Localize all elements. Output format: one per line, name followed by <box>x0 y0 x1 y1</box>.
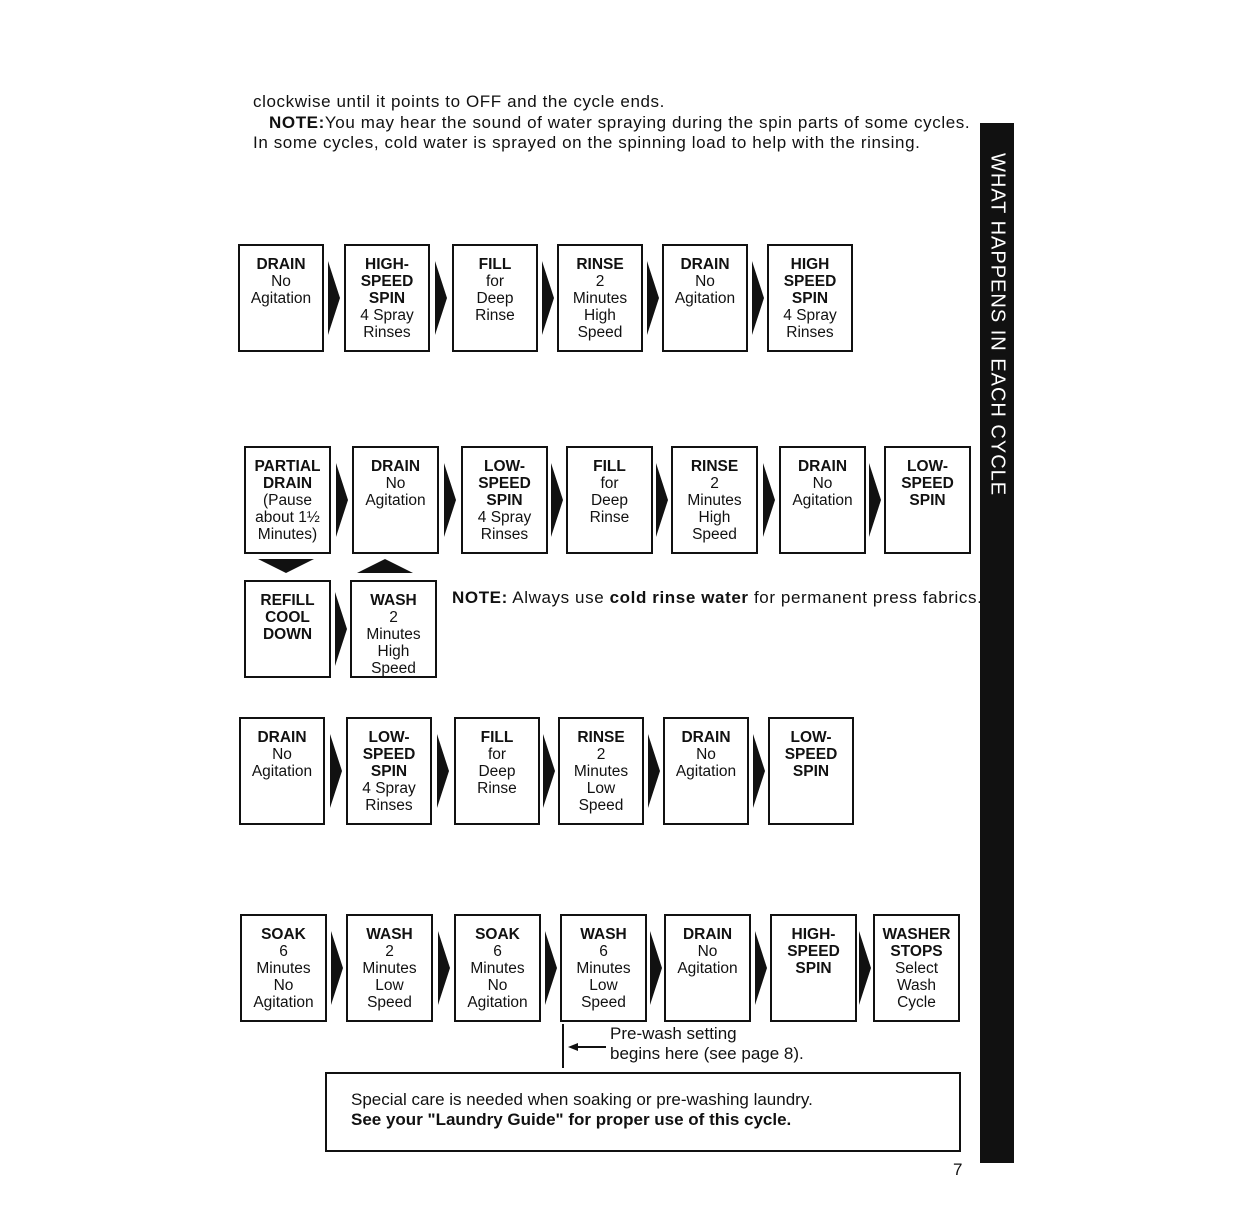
flow-arrow-icon <box>753 734 765 808</box>
flow-arrow-icon <box>763 463 775 537</box>
cycle-step-box <box>767 244 853 352</box>
step-line: SPEED <box>784 746 838 763</box>
flow-arrow-icon <box>869 463 881 537</box>
cycle-step-box <box>557 244 643 352</box>
step-line: No <box>272 746 292 763</box>
cycle-step-box <box>350 580 437 678</box>
step-line: SOAK <box>261 926 306 943</box>
step-line: Agitation <box>675 763 737 780</box>
step-line: Rinse <box>475 307 515 324</box>
cycle-step-box <box>452 244 538 352</box>
cycle-step-box <box>663 717 749 825</box>
step-line: SPIN <box>370 763 408 780</box>
cycle-step-box <box>884 446 971 554</box>
step-line: Speed <box>577 324 623 341</box>
step-line: FILL <box>478 256 512 273</box>
flow-arrow-icon <box>551 463 563 537</box>
cycle-step-box <box>566 446 653 554</box>
step-line: FILL <box>480 729 514 746</box>
step-line: Deep <box>476 290 514 307</box>
step-line: No <box>696 746 716 763</box>
care-line-1: Special care is needed when soaking or pre-washing laundry. <box>351 1090 813 1109</box>
step-line: about 1½ <box>255 509 320 526</box>
note2-post: for permanent press fabrics. <box>753 588 983 607</box>
step-line: No <box>695 273 715 290</box>
cycle-step-box <box>346 717 432 825</box>
cycle-step-box <box>239 717 325 825</box>
step-line: Agitation <box>677 960 738 977</box>
step-line: Minutes <box>573 763 629 780</box>
step-line: HIGH <box>790 256 830 273</box>
step-line: Rinses <box>786 324 834 341</box>
step-line: SPIN <box>791 290 829 307</box>
step-line: Minutes <box>687 492 742 509</box>
section-tab-label: WHAT HAPPENS IN EACH CYCLE <box>986 153 1009 497</box>
flow-arrow-icon <box>859 931 871 1005</box>
cycle-step-box <box>240 914 327 1022</box>
step-line: 6 <box>279 943 288 960</box>
step-line: Select <box>894 960 939 977</box>
step-line: Minutes <box>576 960 631 977</box>
step-line: Speed <box>578 797 624 814</box>
step-line: 2 <box>595 273 605 290</box>
step-line: DRAIN <box>797 458 848 475</box>
step-line: HIGH- <box>365 256 409 273</box>
note-text: You may hear the sound of water spraying during the spin parts of some cycles. In some cycles, cold water is sprayed on the spinning load to help with the rinsing. <box>253 112 971 152</box>
cycle-step-box <box>779 446 866 554</box>
step-line: Speed <box>367 994 412 1011</box>
step-line: Rinses <box>363 324 411 341</box>
step-line: for <box>485 273 505 290</box>
care-line-2: See your "Laundry Guide" for proper use of this cycle. <box>351 1110 792 1129</box>
flow-arrow-icon <box>335 592 347 666</box>
step-line: No <box>271 273 291 290</box>
step-line: Agitation <box>365 492 426 509</box>
step-line: SOAK <box>475 926 520 943</box>
step-line: No <box>385 475 406 492</box>
step-line: RINSE <box>576 256 624 273</box>
step-line: REFILL <box>260 592 315 609</box>
step-line: Wash <box>896 977 937 994</box>
left-arrow-icon <box>568 1043 606 1051</box>
step-line: PARTIAL <box>254 458 321 475</box>
step-line: RINSE <box>577 729 625 746</box>
step-line: 6 <box>493 943 502 960</box>
step-line: Minutes <box>470 960 525 977</box>
step-line: SPEED <box>787 943 840 960</box>
step-line: Minutes <box>362 960 417 977</box>
step-line: No <box>812 475 833 492</box>
note-label: NOTE: <box>269 112 325 132</box>
special-care-box <box>325 1072 961 1152</box>
cycle-step-box <box>671 446 758 554</box>
flow-arrow-icon <box>444 463 456 537</box>
step-line: FILL <box>593 458 626 475</box>
up-arrow-icon <box>357 559 413 575</box>
step-line: SPIN <box>486 492 523 509</box>
step-line: DRAIN <box>680 256 730 273</box>
step-line: LOW- <box>790 729 832 746</box>
cycle-step-box <box>664 914 751 1022</box>
step-line: LOW- <box>483 458 525 475</box>
intro-text <box>253 92 973 154</box>
step-line: for <box>487 746 507 763</box>
flow-arrow-icon <box>328 261 340 335</box>
prewash-text <box>610 1024 804 1064</box>
step-line: DRAIN <box>262 475 313 492</box>
step-line: 2 <box>385 943 394 960</box>
flow-arrow-icon <box>656 463 668 537</box>
step-line: HIGH- <box>791 926 836 943</box>
step-line: DRAIN <box>257 729 307 746</box>
cycle-step-box <box>662 244 748 352</box>
flow-arrow-icon <box>330 734 342 808</box>
step-line: Low <box>586 780 616 797</box>
prewash-bar <box>562 1024 564 1068</box>
step-line: 4 Spray <box>362 780 416 797</box>
step-line: DRAIN <box>682 926 733 943</box>
cycle-step-box <box>454 717 540 825</box>
cycle-step-box <box>560 914 647 1022</box>
page-number: 7 <box>953 1160 963 1179</box>
step-line: SPEED <box>783 273 837 290</box>
flow-arrow-icon <box>437 734 449 808</box>
down-arrow-icon <box>258 559 314 575</box>
step-line: Agitation <box>250 290 312 307</box>
step-line: 2 <box>710 475 719 492</box>
step-line: 4 Spray <box>360 307 414 324</box>
note2-pre: Always use <box>512 588 605 607</box>
step-line: No <box>487 977 508 994</box>
cycle-step-box <box>352 446 439 554</box>
step-line: Cycle <box>897 994 936 1011</box>
step-line: Speed <box>581 994 626 1011</box>
flow-arrow-icon <box>650 931 662 1005</box>
cycle-step-box <box>461 446 548 554</box>
step-line: Speed <box>692 526 737 543</box>
step-line: LOW- <box>368 729 410 746</box>
flow-arrow-icon <box>755 931 767 1005</box>
step-line: High <box>584 307 616 324</box>
flow-arrow-icon <box>438 931 450 1005</box>
step-line: STOPS <box>890 943 943 960</box>
cycle-step-box <box>238 244 324 352</box>
step-line: WASH <box>370 592 417 609</box>
cycle-step-box <box>770 914 857 1022</box>
step-line: Deep <box>590 492 629 509</box>
step-line: Agitation <box>251 763 313 780</box>
step-line: DRAIN <box>256 256 306 273</box>
step-line: Deep <box>478 763 516 780</box>
step-line: Rinses <box>365 797 413 814</box>
step-line: No <box>697 943 718 960</box>
step-line: Minutes) <box>257 526 318 543</box>
flow-arrow-icon <box>336 463 348 537</box>
step-line: 2 <box>596 746 606 763</box>
step-line: (Pause <box>262 492 313 509</box>
note2-label: NOTE: <box>452 588 508 607</box>
flow-arrow-icon <box>542 261 554 335</box>
step-line: Low <box>375 977 404 994</box>
step-line: DRAIN <box>681 729 731 746</box>
step-line: SPEED <box>360 273 414 290</box>
step-line: SPIN <box>368 290 406 307</box>
intro-note <box>253 113 973 154</box>
step-line: No <box>273 977 294 994</box>
intro-line: clockwise until it points to OFF and the cycle ends. <box>253 92 665 111</box>
cold-rinse-note <box>452 587 982 608</box>
step-line: Agitation <box>792 492 853 509</box>
step-line: Minutes <box>572 290 628 307</box>
flow-arrow-icon <box>331 931 343 1005</box>
step-line: Agitation <box>467 994 528 1011</box>
cycle-step-box <box>558 717 644 825</box>
step-line: SPIN <box>792 763 830 780</box>
step-line: Rinse <box>477 780 517 797</box>
step-line: COOL <box>265 609 310 626</box>
step-line: DRAIN <box>370 458 421 475</box>
step-line: Agitation <box>674 290 736 307</box>
step-line: for <box>600 475 619 492</box>
prewash-line-1: Pre-wash setting <box>610 1024 737 1043</box>
step-line: SPIN <box>909 492 946 509</box>
step-line: SPEED <box>362 746 416 763</box>
step-line: Rinses <box>480 526 529 543</box>
step-line: High <box>698 509 731 526</box>
step-line: RINSE <box>690 458 739 475</box>
cycle-step-box <box>244 580 331 678</box>
step-line: WASH <box>366 926 413 943</box>
step-line: 6 <box>599 943 608 960</box>
section-tab <box>980 123 1014 1163</box>
step-line: SPEED <box>901 475 954 492</box>
note2-bold: cold rinse water <box>609 588 749 607</box>
cycle-step-box <box>244 446 331 554</box>
step-line: Minutes <box>366 626 421 643</box>
step-line: LOW- <box>906 458 948 475</box>
flow-arrow-icon <box>543 734 555 808</box>
cycle-step-box <box>873 914 960 1022</box>
step-line: 4 Spray <box>477 509 532 526</box>
step-line: DOWN <box>262 626 313 643</box>
step-line: Speed <box>371 660 416 677</box>
step-line: Rinse <box>589 509 630 526</box>
flow-arrow-icon <box>435 261 447 335</box>
flow-arrow-icon <box>752 261 764 335</box>
step-line: SPIN <box>795 960 832 977</box>
cycle-step-box <box>344 244 430 352</box>
cycle-step-box <box>346 914 433 1022</box>
flow-arrow-icon <box>647 261 659 335</box>
prewash-line-2: begins here (see page 8). <box>610 1044 804 1063</box>
flow-arrow-icon <box>545 931 557 1005</box>
step-line: 2 <box>389 609 398 626</box>
cycle-step-box <box>768 717 854 825</box>
step-line: Minutes <box>256 960 311 977</box>
step-line: Agitation <box>253 994 314 1011</box>
step-line: SPEED <box>478 475 531 492</box>
cycle-step-box <box>454 914 541 1022</box>
step-line: High <box>377 643 410 660</box>
flow-arrow-icon <box>648 734 660 808</box>
step-line: WASHER <box>882 926 951 943</box>
step-line: WASH <box>580 926 627 943</box>
step-line: 4 Spray <box>783 307 837 324</box>
step-line: Low <box>589 977 618 994</box>
